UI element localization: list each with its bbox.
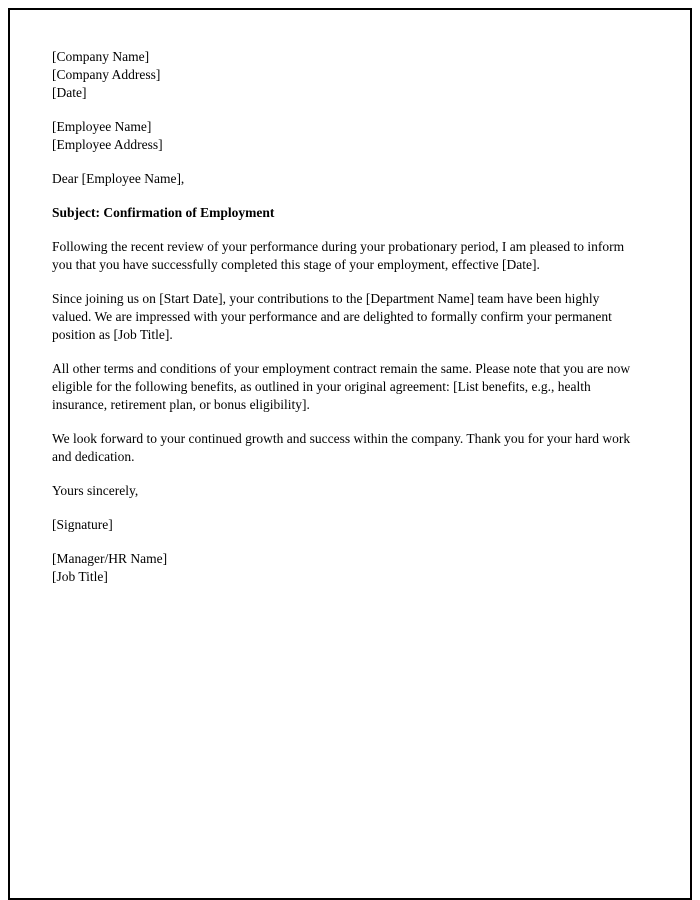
sender-block <box>52 48 638 102</box>
body-paragraph <box>52 290 638 344</box>
salutation-text: Dear [Employee Name], <box>52 171 185 186</box>
recipient-block <box>52 118 638 154</box>
closing-text: Yours sincerely, <box>52 483 139 498</box>
letter-page <box>8 8 692 900</box>
body-paragraph <box>52 430 638 466</box>
body-paragraph <box>52 238 638 274</box>
salutation <box>52 170 638 188</box>
letter-content <box>52 48 638 602</box>
paragraph-text: All other terms and conditions of your employment contract remain the same. Please note that you are now eligible for the following benefits, as outlined in your original agreement: [List benefits, e.g., health insurance, retirement plan, or bonus eligibility]. <box>52 361 631 412</box>
paragraph-text: Following the recent review of your performance during your probationary period, I am pleased to inform you that you have successfully completed this stage of your employment, effective [Date]. <box>52 239 625 272</box>
employee-name: [Employee Name] <box>52 119 152 134</box>
paragraph-text: Since joining us on [Start Date], your contributions to the [Department Name] team have been highly valued. We are impressed with your performance and are delighted to formally confirm your permanent position as [Job Title]. <box>52 291 612 342</box>
closing <box>52 482 638 500</box>
company-address: [Company Address] <box>52 67 161 82</box>
subject-text: Subject: Confirmation of Employment <box>52 205 275 220</box>
body-paragraph <box>52 360 638 414</box>
signature-placeholder <box>52 516 638 534</box>
manager-name: [Manager/HR Name] <box>52 551 168 566</box>
signature-text: [Signature] <box>52 517 113 532</box>
paragraph-text: We look forward to your continued growth and success within the company. Thank you for your hard work and dedication. <box>52 431 631 464</box>
manager-job-title: [Job Title] <box>52 569 108 584</box>
company-name: [Company Name] <box>52 49 150 64</box>
employee-address: [Employee Address] <box>52 137 163 152</box>
subject-line <box>52 204 638 222</box>
letter-date: [Date] <box>52 85 87 100</box>
signoff-block <box>52 550 638 586</box>
